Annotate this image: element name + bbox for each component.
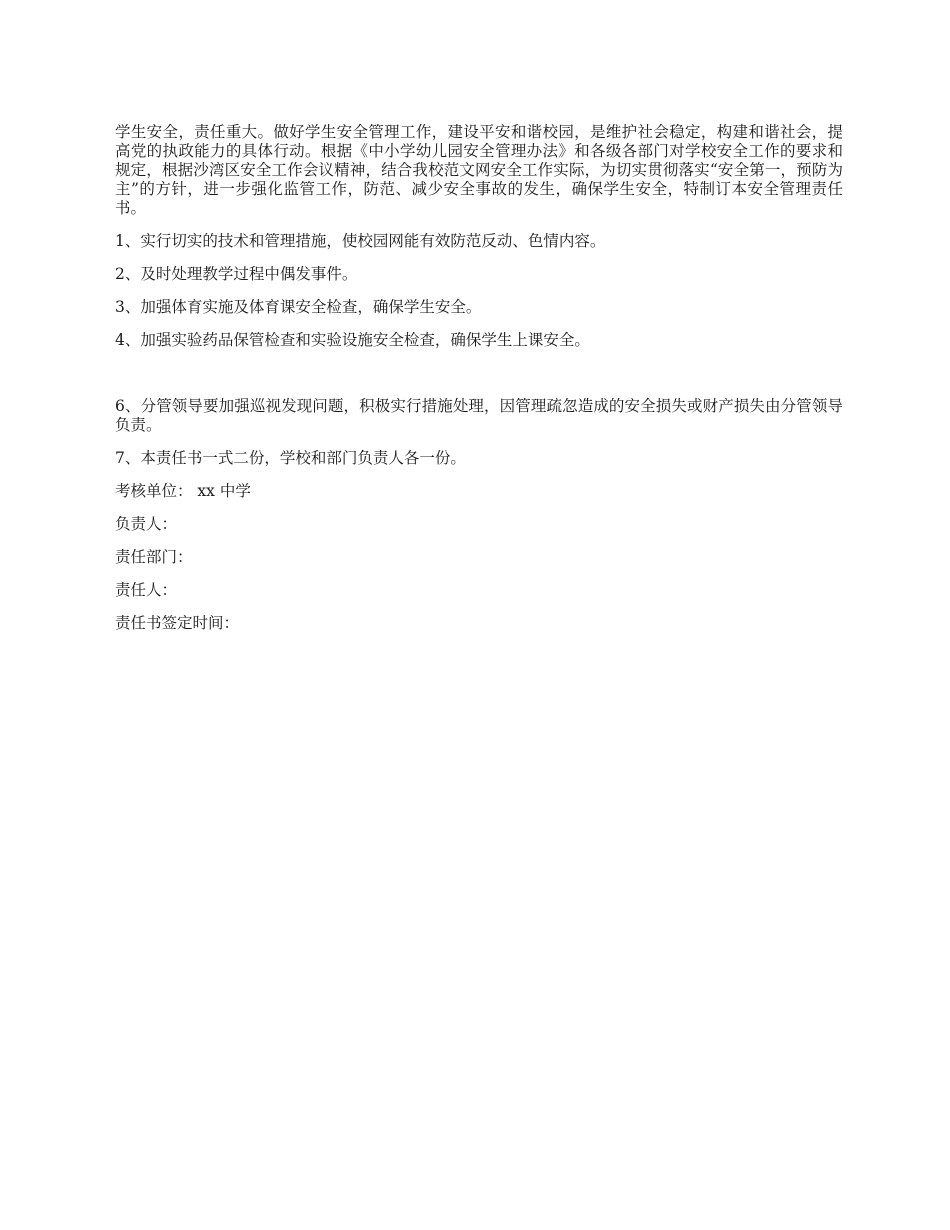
clause-2: 2、及时处理教学过程中偶发事件。 xyxy=(115,265,358,283)
clause-6: 6、分管领导要加强巡视发现问题，积极实行措施处理，因管理疏忽造成的安全损失或财产损失由分管领导负责。 xyxy=(115,397,843,434)
clause-4: 4、加强实验药品保管检查和实验设施安全检查，确保学生上课安全。 xyxy=(115,331,590,349)
clause-7: 7、本责任书一式二份，学校和部门负责人各一份。 xyxy=(115,449,466,467)
intro-paragraph: 学生安全，责任重大。做好学生安全管理工作，建设平安和谐校园，是维护社会稳定，构建和谐社会，提高党的执政能力的具体行动。根据《中小学幼儿园安全管理办法》和各级各部门对学校安全工作的要求和规定，根据沙湾区安全工作会议精神，结合我校范文网安全工作实际，为切实贯彻落实“安全第一，预防为主”的方针，进一步强化监管工作，防范、减少安全事故的发生，确保学生安全，特制订本安全管理责任书。 xyxy=(115,123,843,217)
blank-gap xyxy=(115,364,843,397)
assessor-unit-field: 考核单位： xx 中学 xyxy=(115,482,251,500)
document-page xyxy=(115,123,843,647)
clause-1: 1、实行切实的技术和管理措施，使校园网能有效防范反动、色情内容。 xyxy=(115,232,606,250)
signing-time-field: 责任书签定时间： xyxy=(115,614,240,632)
person-in-charge-field: 负责人： xyxy=(115,515,178,533)
responsible-person-field: 责任人： xyxy=(115,581,178,599)
responsible-department-field: 责任部门： xyxy=(115,548,193,566)
clause-3: 3、加强体育实施及体育课安全检查，确保学生安全。 xyxy=(115,298,482,316)
